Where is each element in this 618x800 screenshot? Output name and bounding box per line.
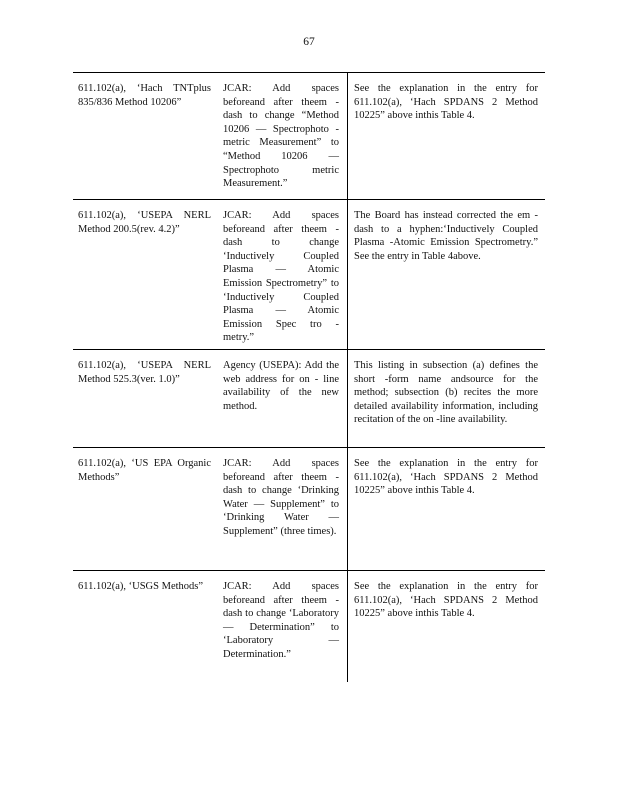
table-row	[73, 350, 545, 448]
explanation-cell: See the explanation in the entry for 611.102(a), ‘Hach SPDANS 2 Method 10225” above inthis Table 4.	[354, 458, 538, 497]
explanation-cell: The Board has instead corrected the em -dash to a hyphen:‘Inductively Coupled Plasma -Atomic Emission Spectrometry.” See the entry in Table 4above.	[354, 210, 538, 262]
explanation-cell: See the explanation in the entry for 611.102(a), ‘Hach SPDANS 2 Method 10225” above inthis Table 4.	[354, 581, 538, 620]
table-row	[73, 73, 545, 200]
change-cell: JCAR: Add spaces beforeand after theem - dash to change ‘Drinking Water — Supplement” to ‘Drinking Water — Supplement” (three times).	[218, 448, 348, 570]
change-cell: JCAR: Add spaces beforeand after theem - dash to change ‘Inductively Coupled Plasma — Atomic Emission Spectrometry” to ‘Inductively Coupled Plasma — Atomic Emission Spec tro - metry.”	[218, 200, 348, 349]
explanation-cell: This listing in subsection (a) defines the short -form name andsource for the method; subsection (b) recites the more detailed availability information, including recitation of the on -line availability.	[354, 360, 538, 426]
section-cell: 611.102(a), ‘USEPA NERL Method 525.3(ver. 1.0)”	[78, 360, 211, 385]
section-cell: 611.102(a), ‘US EPA Organic Methods”	[78, 458, 211, 483]
section-cell: 611.102(a), ‘Hach TNTplus 835/836 Method 10206”	[78, 83, 211, 108]
table-row	[73, 571, 545, 682]
change-cell: JCAR: Add spaces beforeand after theem - dash to change “Method 10206 — Spectrophoto - metric Measurement” to “Method 10206 — Spectrophoto metric Measurement.”	[218, 73, 348, 199]
explanation-cell: See the explanation in the entry for 611.102(a), ‘Hach SPDANS 2 Method 10225” above inthis Table 4.	[354, 83, 538, 122]
section-cell: 611.102(a), ‘USEPA NERL Method 200.5(rev. 4.2)”	[78, 210, 211, 235]
table-row	[73, 448, 545, 571]
change-cell: JCAR: Add spaces beforeand after theem - dash to change ‘Laboratory — Determination” to ‘Laboratory — Determination.”	[218, 571, 348, 682]
section-cell: 611.102(a), ‘USGS Methods”	[78, 581, 204, 592]
page-number: 67	[303, 36, 315, 48]
table-row	[73, 200, 545, 350]
change-cell: Agency (USEPA): Add the web address for on - line availability of the new method.	[218, 350, 348, 447]
comments-table	[73, 72, 545, 682]
